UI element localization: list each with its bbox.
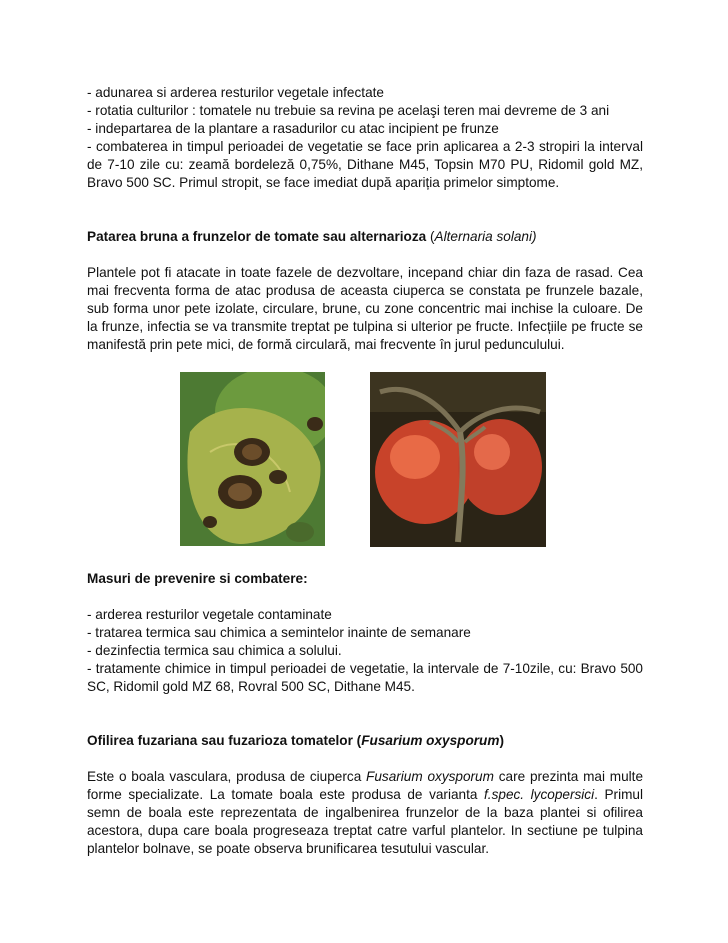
section2-item-2: - tratarea termica sau chimica a semintelor inainte de semanare	[87, 625, 471, 640]
intro-item-1: - adunarea si arderea resturilor vegetale infectate	[87, 85, 384, 100]
section2-item-3: - dezinfectia termica sau chimica a solului.	[87, 643, 342, 658]
section3-body-sci1: Fusarium oxysporum	[366, 769, 494, 784]
section2-item-1: - arderea resturilor vegetale contaminate	[87, 607, 332, 622]
section1-sci-open: (	[426, 229, 435, 244]
section3-title-suffix: )	[499, 733, 504, 748]
section3-body-part2: care prezinta mai multe forme specializate. La tomate boala este produsa de varianta	[87, 769, 644, 802]
section3-body-sci2: f.spec. lycopersici	[484, 787, 595, 802]
section1-title: Patarea bruna a frunzelor de tomate sau alternarioza	[87, 229, 427, 244]
intro-treatment: - combaterea in timpul perioadei de vegetatie se face prin aplicarea a 2-3 stropiri la interval de 7-10 zile cu: zeamă bordeleză 0,75%, Dithane M45, Topsin M70 PU, Ridomil gold MZ, Bravo 500 SC. Primul stropit, se face imediat după apariția primelor simptome.	[87, 139, 643, 190]
document-page	[87, 84, 643, 858]
section3-title-prefix: Ofilirea fuzariana sau fuzarioza tomatelor (	[87, 733, 362, 748]
leaf-photo	[180, 372, 325, 546]
section3-heading	[87, 732, 643, 750]
section2-heading: Masuri de prevenire si combatere:	[87, 571, 308, 586]
intro-item-3: - indepartarea de la plantare a rasadurilor cu atac incipient pe frunze	[87, 121, 499, 136]
section3-body-part1: Este o boala vasculara, produsa de ciuperca	[87, 769, 367, 784]
section1-body: Plantele pot fi atacate in toate fazele de dezvoltare, incepand chiar din faza de rasad. Cea mai frecventa forma de atac produsa de aceasta ciuperca se constata pe frunzele bazale, sub forma unor pete izolate, circulare, brune, cu zone concentric mai inchise la culoare. De la frunze, infectia se va transmite treptat pe tulpina si ulterior pe fructe. Infecțiile pe fructe se manifestă prin pete mici, de formă circulară, mai frecvente în jurul pedunculului.	[87, 265, 643, 352]
tomato-photo	[370, 372, 546, 547]
section3-body-part3: . Primul semn de boala este reprezentata de ingalbenirea frunzelor de la baza plantei si ofilirea acestora, dupa care boala progreseaza treptat catre varful plantelor. In sectiune pe tulpina plantelor bolnave, se poate observa brunificarea tesutului vascular.	[87, 787, 644, 856]
section1-heading	[87, 228, 643, 246]
intro-item-2: - rotatia culturilor : tomatele nu trebuie sa revina pe acelaşi teren mai devreme de 3 ani	[87, 103, 610, 118]
figures-row	[87, 372, 643, 552]
section3-body	[87, 768, 643, 858]
section2-item-4: - tratamente chimice in timpul perioadei de vegetatie, la intervale de 7-10zile, cu: Bravo 500 SC, Ridomil gold MZ 68, Rovral 500 SC, Dithane M45.	[87, 661, 643, 694]
section1-sci-name: Alternaria solani)	[434, 229, 537, 244]
section3-title-sci: Fusarium oxysporum	[361, 733, 500, 748]
